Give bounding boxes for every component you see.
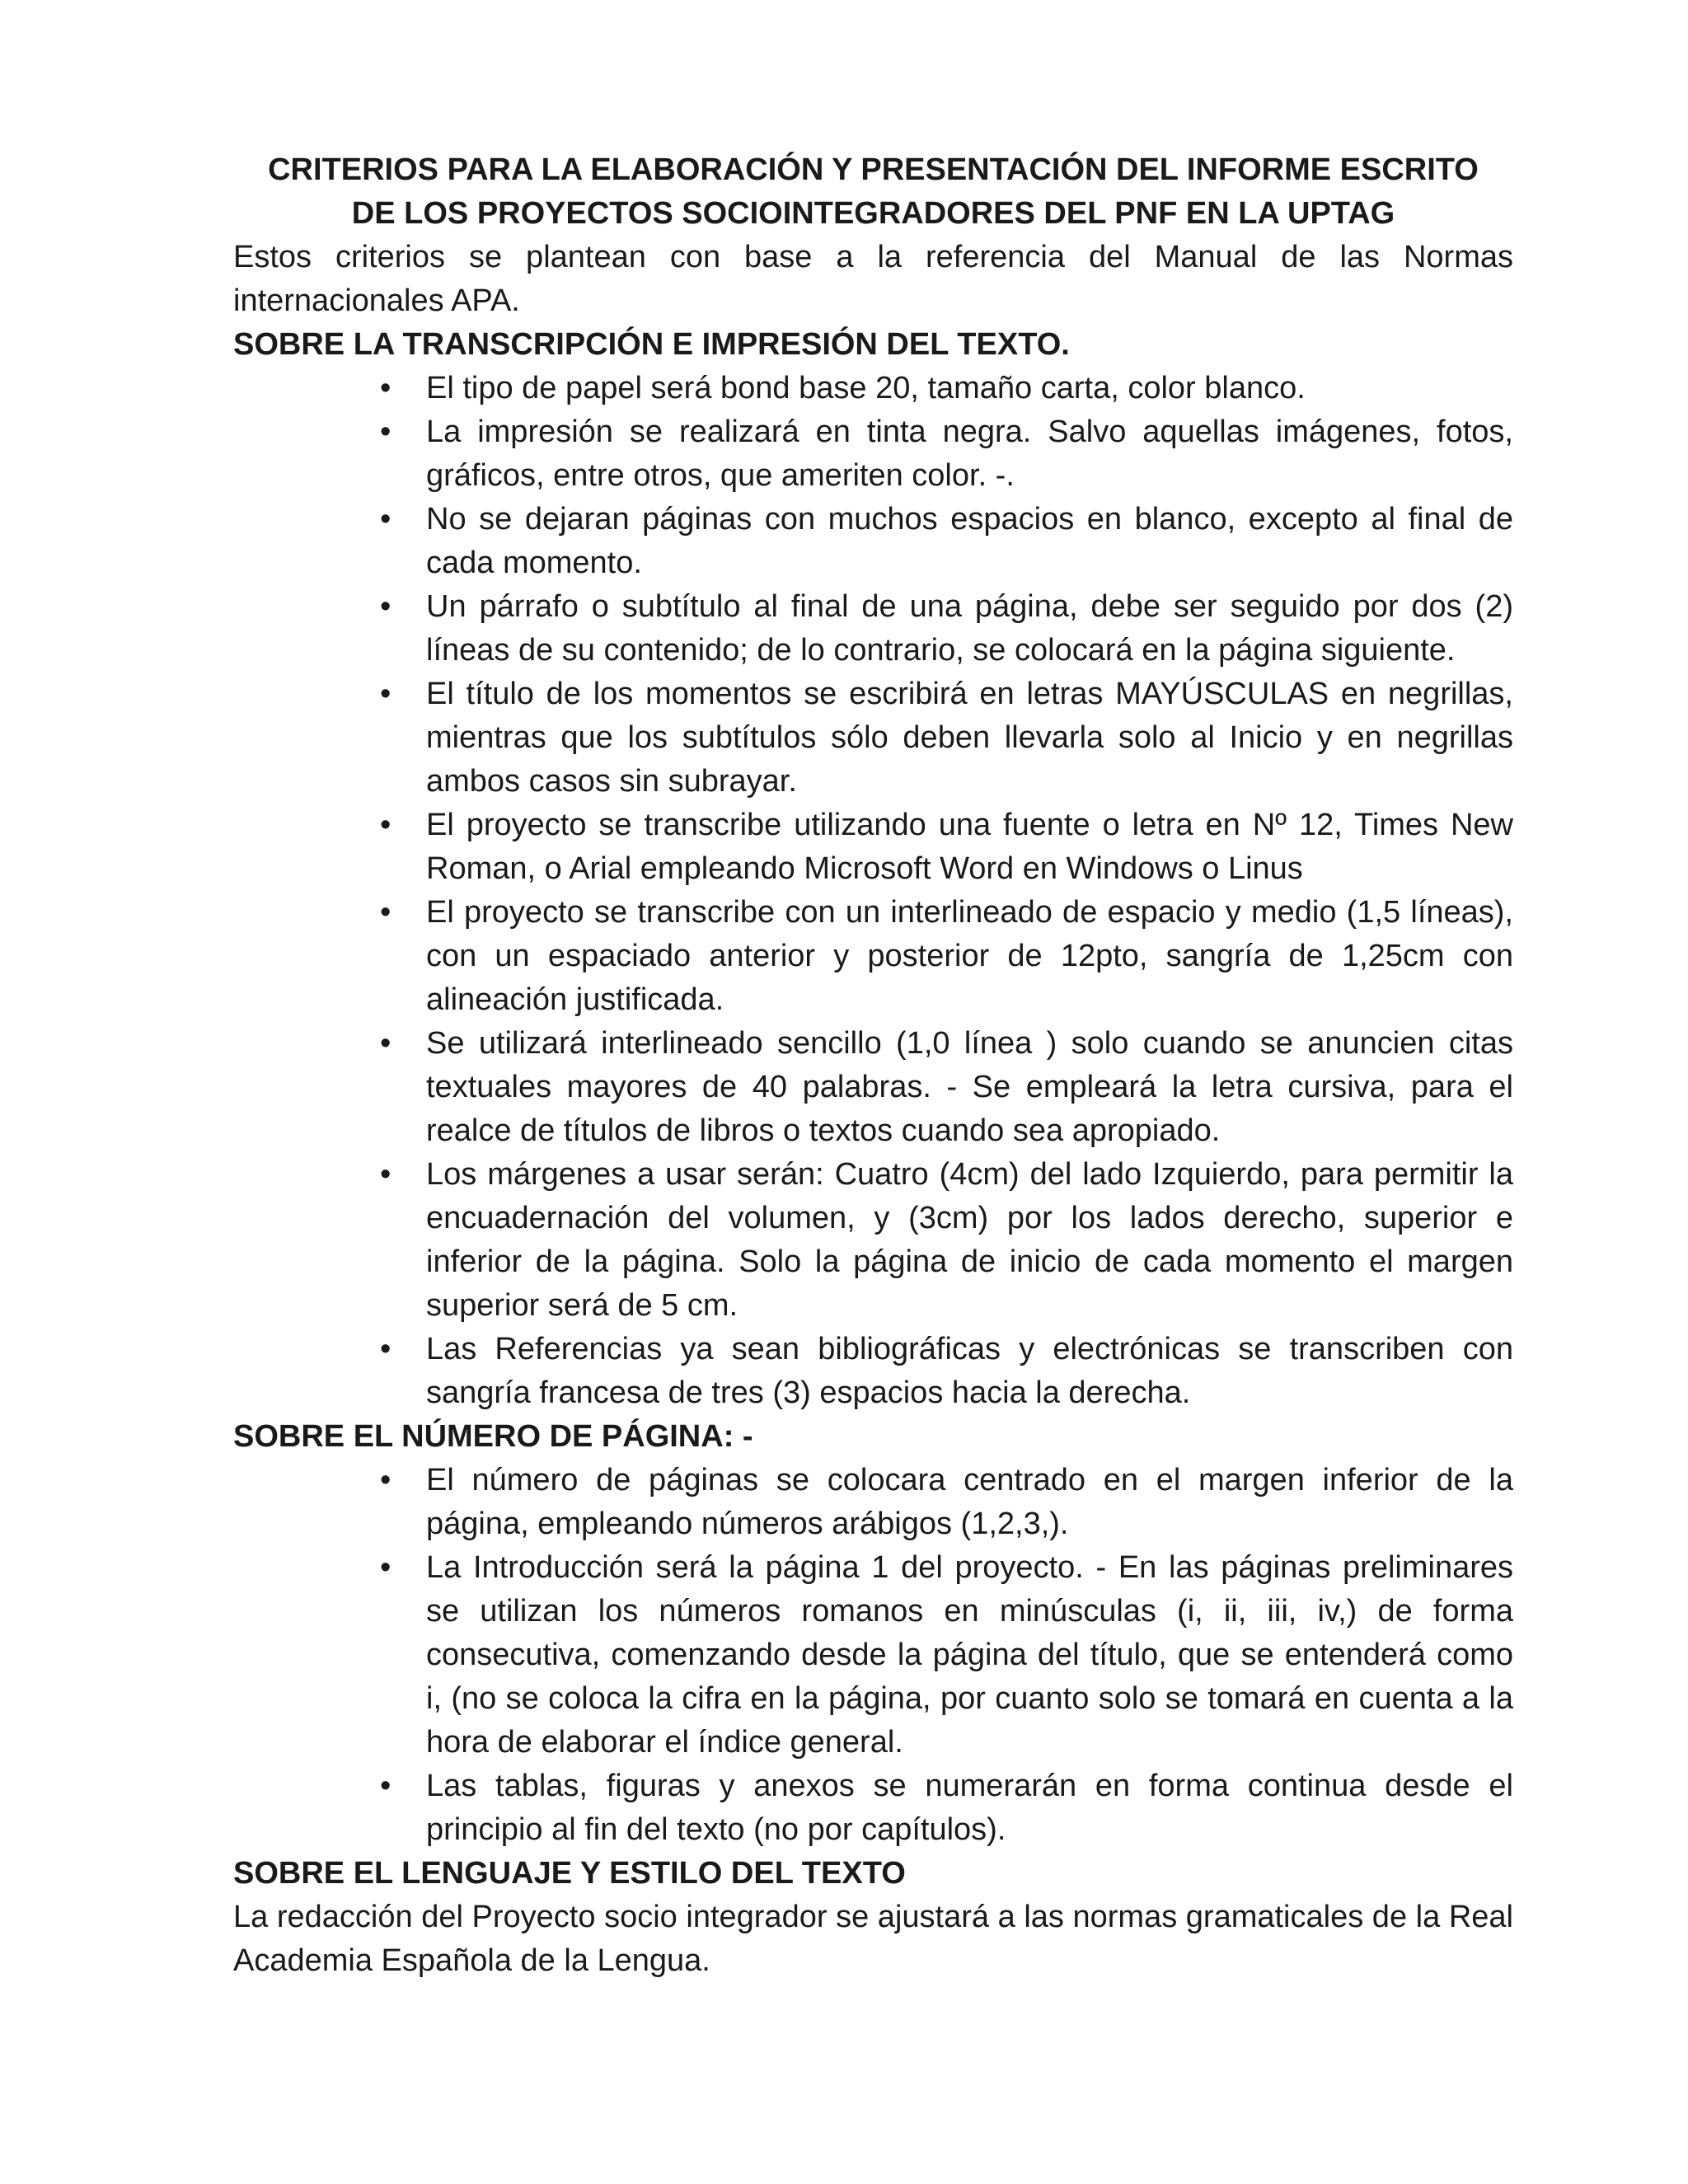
list-item-text: El proyecto se transcribe con un interlineado de espacio y medio (1,5 líneas), con un espaciado anterior y posterior de 12pto, sangría de 1,25cm con alineación justificada.	[426, 895, 1513, 1017]
list-item-text: Las Referencias ya sean bibliográficas y electrónicas se transcriben con sangría francesa de tres (3) espacios hacia la derecha.	[426, 1332, 1513, 1410]
bullet-icon: •	[380, 895, 392, 930]
list-item-text: No se dejaran páginas con muchos espacios en blanco, excepto al final de cada momento.	[426, 502, 1513, 580]
list-item	[233, 1328, 1513, 1415]
bullet-icon: •	[380, 1769, 392, 1803]
bullet-icon: •	[380, 502, 392, 537]
document-title-line-2: DE LOS PROYECTOS SOCIOINTEGRADORES DEL PNF EN LA UPTAG	[351, 196, 1395, 231]
bullet-icon: •	[380, 415, 392, 449]
list-item	[233, 1765, 1513, 1852]
list-item	[233, 410, 1513, 498]
list-item	[233, 1459, 1513, 1546]
bullet-icon: •	[380, 677, 392, 711]
list-item-text: Las tablas, figuras y anexos se numerarán en forma continua desde el principio al fin del texto (no por capítulos).	[426, 1769, 1513, 1847]
bullet-icon: •	[380, 1550, 392, 1585]
list-item-text: El proyecto se transcribe utilizando una fuente o letra en Nº 12, Times New Roman, o Arial empleando Microsoft Word en Windows o Linus	[426, 808, 1513, 886]
list-item-text: Los márgenes a usar serán: Cuatro (4cm) del lado Izquierdo, para permitir la encuadernación del volumen, y (3cm) por los lados derecho, superior e inferior de la página. Solo la página de inicio de cada momento el margen superior será de 5 cm.	[426, 1157, 1513, 1323]
document-body	[233, 148, 1513, 1983]
list-item	[233, 1153, 1513, 1328]
list-item	[233, 498, 1513, 585]
list-item	[233, 673, 1513, 804]
intro-paragraph: Estos criterios se plantean con base a la referencia del Manual de las Normas internacionales APA.	[233, 240, 1513, 318]
bullet-icon: •	[380, 1026, 392, 1061]
list-item	[233, 1022, 1513, 1153]
list-item-text: Un párrafo o subtítulo al final de una página, debe ser seguido por dos (2) líneas de su contenido; de lo contrario, se colocará en la página siguiente.	[426, 589, 1513, 668]
bullet-icon: •	[380, 1463, 392, 1497]
list-item	[233, 1546, 1513, 1765]
list-item-text: La Introducción será la página 1 del proyecto. - En las páginas preliminares se utilizan los números romanos en minúsculas (i, ii, iii, iv,) de forma consecutiva, comenzando desde la página del título, que se entenderá como i, (no se coloca la cifra en la página, por cuanto solo se tomará en cuenta a la hora de elaborar el índice general.	[426, 1550, 1513, 1760]
list-item	[233, 804, 1513, 891]
list-item-text: Se utilizará interlineado sencillo (1,0 línea ) solo cuando se anuncien citas textuales mayores de 40 palabras. - Se empleará la letra cursiva, para el realce de títulos de libros o textos cuando sea apropiado.	[426, 1026, 1513, 1148]
bullet-icon: •	[380, 808, 392, 842]
document-title-line-1: CRITERIOS PARA LA ELABORACIÓN Y PRESENTACIÓN DEL INFORME ESCRITO	[268, 152, 1479, 187]
list-item-text: El tipo de papel será bond base 20, tamaño carta, color blanco.	[426, 371, 1306, 405]
list-item	[233, 585, 1513, 673]
list-item	[233, 891, 1513, 1022]
list-item-text: El número de páginas se colocara centrado en el margen inferior de la página, empleando números arábigos (1,2,3,).	[426, 1463, 1513, 1541]
list-item	[233, 367, 1513, 410]
section-list-transcripcion	[233, 367, 1513, 1415]
bullet-icon: •	[380, 589, 392, 624]
bullet-icon: •	[380, 371, 392, 405]
section-paragraph-lenguaje-estilo: La redacción del Proyecto socio integrador se ajustará a las normas gramaticales de la Real Academia Española de la Lengua.	[233, 1900, 1513, 1978]
bullet-icon: •	[380, 1157, 392, 1192]
section-heading-numero-pagina: SOBRE EL NÚMERO DE PÁGINA: -	[233, 1419, 753, 1454]
section-heading-lenguaje-estilo: SOBRE EL LENGUAJE Y ESTILO DEL TEXTO	[233, 1856, 906, 1891]
list-item-text: La impresión se realizará en tinta negra. Salvo aquellas imágenes, fotos, gráficos, entre otros, que ameriten color. -.	[426, 415, 1513, 493]
section-list-numero-pagina	[233, 1459, 1513, 1852]
list-item-text: El título de los momentos se escribirá en letras MAYÚSCULAS en negrillas, mientras que los subtítulos sólo deben llevarla solo al Inicio y en negrillas ambos casos sin subrayar.	[426, 677, 1513, 799]
bullet-icon: •	[380, 1332, 392, 1366]
section-heading-transcripcion: SOBRE LA TRANSCRIPCIÓN E IMPRESIÓN DEL TEXTO.	[233, 327, 1070, 362]
